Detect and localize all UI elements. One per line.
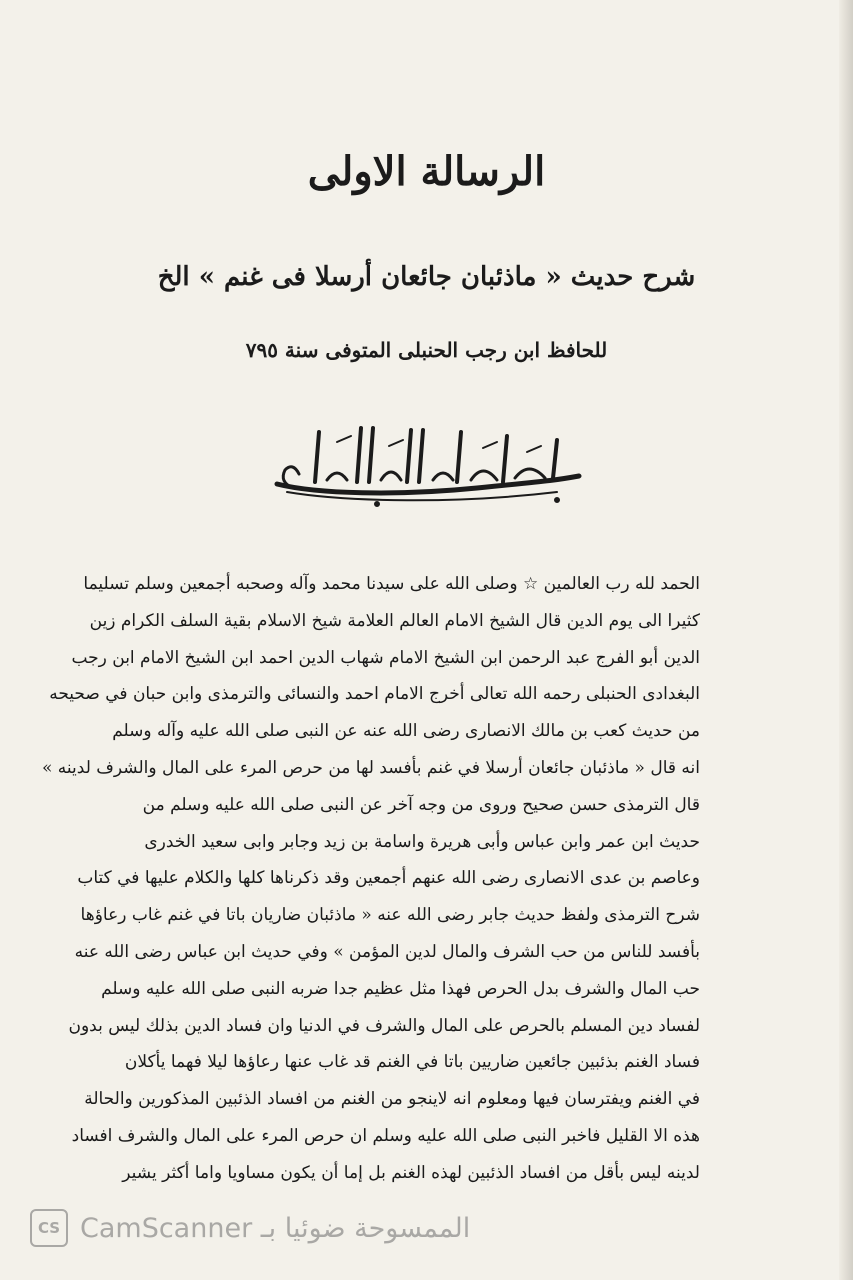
body-line: الحمد لله رب العالمين ☆ وصلى الله على سيدنا محمد وآله وصحبه أجمعين وسلم تسليما	[83, 574, 700, 594]
camscanner-watermark	[30, 1208, 470, 1248]
watermark-text: CamScanner الممسوحة ضوئيا بـ	[80, 1212, 471, 1244]
document-author: للحافظ ابن رجب الحنبلى المتوفى سنة ٧٩٥	[245, 338, 608, 362]
body-line: كثيرا الى يوم الدين قال الشيخ الامام العالم العلامة شيخ الاسلام بقية السلف الكرام زين	[89, 610, 700, 631]
body-line: البغدادى الحنبلى رحمه الله تعالى أخرج الامام احمد والنسائى والترمذى وابن حبان في صحيحه	[49, 684, 700, 705]
body-line: بأفسد للناس من حب الشرف والمال لدين المؤمن » وفي حديث ابن عباس رضى الله عنه	[74, 941, 700, 962]
body-line: فساد الغنم بذئبين جائعين ضاريين باتا في الغنم قد غاب عنها رعاؤها ليلا فهما يأكلان	[124, 1052, 700, 1073]
document-body	[42, 566, 700, 1192]
body-line: من حديث كعب بن مالك الانصارى رضى الله عنه عن النبى صلى الله عليه وآله وسلم	[112, 721, 700, 742]
basmala-calligraphy	[0, 422, 853, 512]
body-line: لفساد دين المسلم بالحرص على المال والشرف في الدنيا وان فساد الدين بذلك ليس بدون	[68, 1015, 700, 1036]
body-line: الدين أبو الفرج عبد الرحمن ابن الشيخ الامام شهاب الدين احمد ابن الشيخ الامام ابن رجب	[71, 647, 700, 668]
document-title: الرسالة الاولى	[307, 148, 546, 195]
body-line: قال الترمذى حسن صحيح وروى من وجه آخر عن النبى صلى الله عليه وسلم من	[142, 794, 700, 815]
body-line: هذه الا القليل فاخبر النبى صلى الله عليه وسلم ان حرص المرء على المال والشرف افساد	[71, 1125, 700, 1146]
body-line: شرح الترمذى ولفظ حديث جابر رضى الله عنه « ماذئبان ضاريان باتا في غنم غاب رعاؤها	[80, 905, 700, 926]
body-line: انه قال « ماذئبان جائعان أرسلا في غنم بأفسد لها من حرص المرء على المال والشرف لدينه »	[42, 757, 700, 778]
body-line: حب المال والشرف بدل الحرص فهذا مثل عظيم جدا ضربه النبى صلى الله عليه وسلم	[101, 978, 700, 999]
body-line: وعاصم بن عدى الانصارى رضى الله عنهم أجمعين وقد ذكرناها كلها والكلام عليها في كتاب	[77, 868, 700, 889]
document-subtitle: شرح حديث « ماذئبان جائعان أرسلا فى غنم » الخ	[157, 262, 696, 292]
body-line: حديث ابن عمر وابن عباس وأبى هريرة واسامة بن زيد وجابر وابى سعيد الخدرى	[144, 831, 700, 852]
body-line: لدينه ليس بأقل من افساد الذئبين لهذه الغنم بل إما أن يكون مساويا واما أكثر يشير	[122, 1162, 700, 1183]
body-line: في الغنم ويفترسان فيها ومعلوم انه لاينجو من الغنم من افساد الذئبين المذكورين والحالة	[84, 1089, 700, 1110]
camscanner-logo-icon: CS	[30, 1209, 68, 1247]
